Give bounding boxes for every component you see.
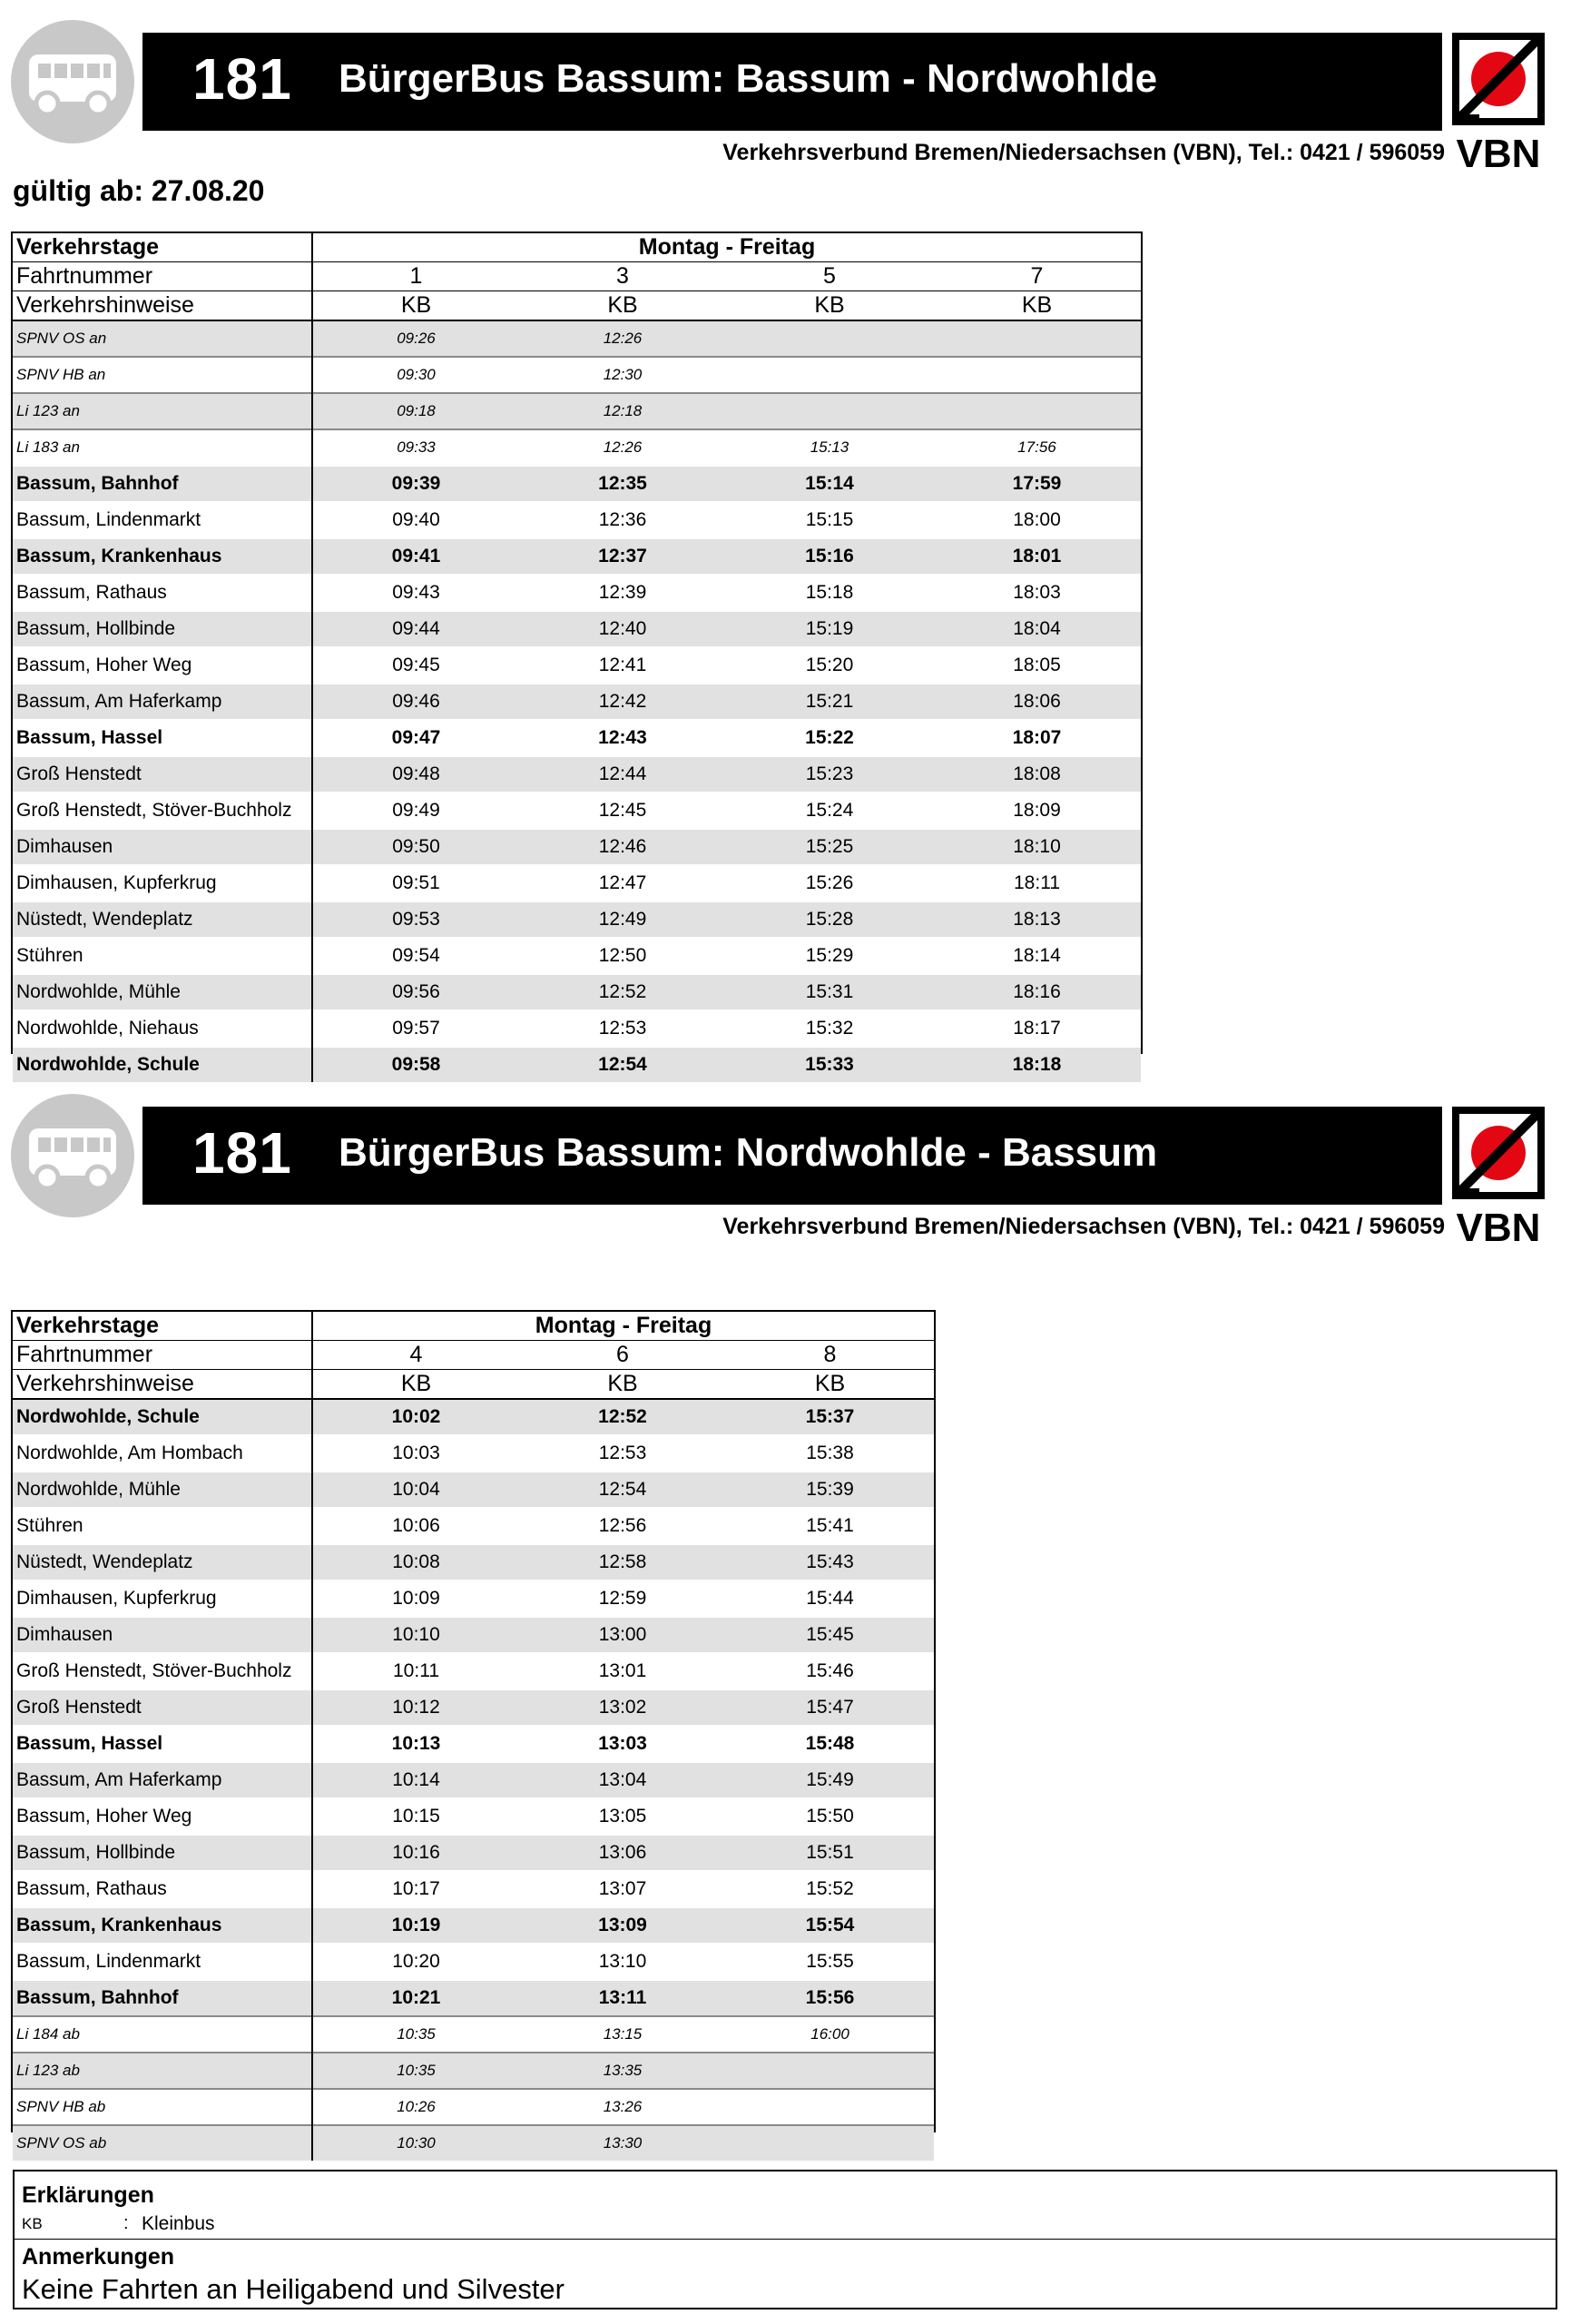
departure-time: 18:17: [933, 1010, 1141, 1047]
stop-name: Bassum, Hassel: [13, 720, 312, 756]
trip-number: 7: [933, 262, 1141, 291]
departure-time: 13:07: [519, 1871, 726, 1907]
departure-time: 18:04: [933, 611, 1141, 647]
trip-number: 4: [312, 1341, 519, 1370]
vbn-logo: [1452, 33, 1552, 178]
departure-time: 13:26: [519, 2089, 726, 2125]
departure-time: 18:14: [933, 938, 1141, 974]
departure-time: 13:05: [519, 1798, 726, 1835]
departure-time: 18:06: [933, 684, 1141, 720]
stop-name: Nordwohlde, Niehaus: [13, 1010, 312, 1047]
table-row: [13, 611, 1141, 647]
route-number: 181: [192, 46, 292, 112]
stop-name: Li 184 ab: [13, 2016, 312, 2053]
stop-name: Bassum, Krankenhaus: [13, 538, 312, 575]
departure-time: 15:28: [726, 901, 933, 938]
table-row: [13, 2089, 934, 2125]
departure-time: 10:26: [312, 2089, 519, 2125]
departure-time: [933, 393, 1141, 429]
departure-time: 13:06: [519, 1835, 726, 1871]
svg-text:VBN: VBN: [1456, 1206, 1541, 1250]
departure-time: 15:55: [726, 1944, 934, 1980]
departure-time: 10:03: [312, 1435, 519, 1472]
table-row: [13, 974, 1141, 1010]
trip-note: KB: [726, 1370, 934, 1400]
departure-time: [726, 393, 933, 429]
departure-time: 09:44: [312, 611, 519, 647]
departure-time: 09:58: [312, 1047, 519, 1082]
table-row: [13, 1010, 1141, 1047]
departure-time: 15:23: [726, 756, 933, 793]
table-row: [13, 1617, 934, 1653]
departure-time: 09:57: [312, 1010, 519, 1047]
departure-time: 12:37: [519, 538, 726, 575]
departure-time: 18:10: [933, 829, 1141, 865]
departure-time: 15:37: [726, 1399, 934, 1435]
header-row-notes: [13, 291, 1141, 321]
departure-time: 18:13: [933, 901, 1141, 938]
timetable-return: [13, 1312, 934, 2161]
stop-name: SPNV OS ab: [13, 2125, 312, 2161]
departure-time: 12:46: [519, 829, 726, 865]
departure-time: 10:09: [312, 1581, 519, 1617]
table-row: [13, 865, 1141, 901]
trip-number: 5: [726, 262, 933, 291]
legend-heading: Erklärungen: [22, 2182, 154, 2208]
departure-time: 12:53: [519, 1010, 726, 1047]
departure-time: 13:01: [519, 1653, 726, 1689]
departure-time: 09:48: [312, 756, 519, 793]
valid-from: gültig ab: 27.08.20: [13, 174, 265, 207]
header-row-days: [13, 1312, 934, 1341]
departure-time: 10:14: [312, 1762, 519, 1798]
departure-time: 15:50: [726, 1798, 934, 1835]
table-row: [13, 1508, 934, 1544]
departure-time: 13:15: [519, 2016, 726, 2053]
stop-name: Bassum, Am Haferkamp: [13, 1762, 312, 1798]
departure-time: 15:51: [726, 1835, 934, 1871]
label-notes: Verkehrshinweise: [13, 291, 312, 321]
departure-time: 15:38: [726, 1435, 934, 1472]
table-row: [13, 793, 1141, 829]
departure-time: 10:19: [312, 1907, 519, 1944]
table-row: [13, 2016, 934, 2053]
stop-name: Bassum, Lindenmarkt: [13, 502, 312, 538]
departure-time: 12:44: [519, 756, 726, 793]
departure-time: 09:18: [312, 393, 519, 429]
departure-time: 15:45: [726, 1617, 934, 1653]
departure-time: 09:33: [312, 429, 519, 466]
table-row: [13, 901, 1141, 938]
departure-time: 10:35: [312, 2053, 519, 2089]
departure-time: 15:19: [726, 611, 933, 647]
table-row: [13, 538, 1141, 575]
table-row: [13, 357, 1141, 393]
departure-time: 15:15: [726, 502, 933, 538]
departure-time: 12:26: [519, 320, 726, 357]
table-row: [13, 1544, 934, 1581]
departure-time: 15:22: [726, 720, 933, 756]
legend-divider: [15, 2239, 1556, 2240]
table-row: [13, 1047, 1141, 1082]
stop-name: Stühren: [13, 938, 312, 974]
departure-time: 12:56: [519, 1508, 726, 1544]
departure-time: 12:47: [519, 865, 726, 901]
departure-time: 15:47: [726, 1689, 934, 1726]
bus-icon: [11, 20, 134, 143]
stop-name: Dimhausen: [13, 1617, 312, 1653]
departure-time: 17:56: [933, 429, 1141, 466]
departure-time: 09:26: [312, 320, 519, 357]
table-row: [13, 1472, 934, 1508]
departure-time: [726, 2053, 934, 2089]
departure-time: 12:52: [519, 974, 726, 1010]
departure-time: 12:49: [519, 901, 726, 938]
departure-time: 10:21: [312, 1980, 519, 2016]
departure-time: 15:41: [726, 1508, 934, 1544]
departure-time: 10:02: [312, 1399, 519, 1435]
operator-info: Verkehrsverbund Bremen/Niedersachsen (VBN), Tel.: 0421 / 596059: [722, 140, 1445, 165]
table-row: [13, 938, 1141, 974]
table-row: [13, 393, 1141, 429]
departure-time: [726, 357, 933, 393]
stop-name: Bassum, Lindenmarkt: [13, 1944, 312, 1980]
stop-name: Nordwohlde, Mühle: [13, 974, 312, 1010]
trip-number: 1: [312, 262, 519, 291]
departure-time: [726, 2125, 934, 2161]
stop-name: Bassum, Hollbinde: [13, 611, 312, 647]
header-row-trips: [13, 262, 1141, 291]
stop-name: Bassum, Hoher Weg: [13, 1798, 312, 1835]
departure-time: 13:30: [519, 2125, 726, 2161]
departure-time: 13:02: [519, 1689, 726, 1726]
departure-time: 12:35: [519, 466, 726, 502]
stop-name: Bassum, Hollbinde: [13, 1835, 312, 1871]
departure-time: 15:46: [726, 1653, 934, 1689]
departure-time: 09:50: [312, 829, 519, 865]
route-number: 181: [192, 1120, 292, 1186]
label-days: Verkehrstage: [13, 1312, 312, 1341]
label-trip-number: Fahrtnummer: [13, 262, 312, 291]
departure-time: 12:42: [519, 684, 726, 720]
departure-time: 09:53: [312, 901, 519, 938]
departure-time: 18:08: [933, 756, 1141, 793]
stop-name: Nüstedt, Wendeplatz: [13, 901, 312, 938]
stop-name: Groß Henstedt, Stöver-Buchholz: [13, 793, 312, 829]
title-bar: [142, 1107, 1442, 1205]
stop-name: Bassum, Bahnhof: [13, 1980, 312, 2016]
departure-time: 09:51: [312, 865, 519, 901]
stop-name: Bassum, Krankenhaus: [13, 1907, 312, 1944]
departure-time: 15:13: [726, 429, 933, 466]
route-title: BürgerBus Bassum: Bassum - Nordwohlde: [339, 56, 1158, 101]
departure-time: [726, 320, 933, 357]
stop-name: Stühren: [13, 1508, 312, 1544]
departure-time: 12:54: [519, 1047, 726, 1082]
notes-heading: Anmerkungen: [22, 2244, 175, 2270]
departure-time: 13:35: [519, 2053, 726, 2089]
departure-time: 12:18: [519, 393, 726, 429]
departure-time: 13:03: [519, 1726, 726, 1762]
stop-name: Groß Henstedt: [13, 756, 312, 793]
trip-number: 8: [726, 1341, 934, 1370]
stop-name: Li 183 an: [13, 429, 312, 466]
stop-name: SPNV HB an: [13, 357, 312, 393]
departure-time: 10:08: [312, 1544, 519, 1581]
departure-time: 18:00: [933, 502, 1141, 538]
table-row: [13, 829, 1141, 865]
label-trip-number: Fahrtnummer: [13, 1341, 312, 1370]
stop-name: Nordwohlde, Am Hombach: [13, 1435, 312, 1472]
departure-time: [726, 2089, 934, 2125]
departure-time: 18:01: [933, 538, 1141, 575]
departure-time: 12:36: [519, 502, 726, 538]
departure-time: 15:24: [726, 793, 933, 829]
departure-time: 09:39: [312, 466, 519, 502]
stop-name: Dimhausen, Kupferkrug: [13, 1581, 312, 1617]
trip-number: 6: [519, 1341, 726, 1370]
departure-time: 10:20: [312, 1944, 519, 1980]
departure-time: 12:39: [519, 575, 726, 611]
table-row: [13, 1581, 934, 1617]
table-row: [13, 1907, 934, 1944]
stop-name: SPNV OS an: [13, 320, 312, 357]
departure-time: 10:10: [312, 1617, 519, 1653]
departure-time: 15:26: [726, 865, 933, 901]
departure-time: 18:16: [933, 974, 1141, 1010]
departure-time: 15:43: [726, 1544, 934, 1581]
stop-name: Nüstedt, Wendeplatz: [13, 1544, 312, 1581]
header-row-days: [13, 233, 1141, 262]
title-bar: [142, 33, 1442, 131]
table-row: [13, 1762, 934, 1798]
stop-name: Nordwohlde, Schule: [13, 1047, 312, 1082]
table-row: [13, 1653, 934, 1689]
departure-time: 09:41: [312, 538, 519, 575]
departure-time: 12:30: [519, 357, 726, 393]
legend-definition: Kleinbus: [142, 2213, 215, 2234]
departure-time: 12:26: [519, 429, 726, 466]
departure-time: 10:04: [312, 1472, 519, 1508]
departure-time: 15:31: [726, 974, 933, 1010]
label-notes: Verkehrshinweise: [13, 1370, 312, 1400]
departure-time: 13:10: [519, 1944, 726, 1980]
table-row: [13, 720, 1141, 756]
days-value: Montag - Freitag: [312, 1312, 934, 1341]
trip-number: 3: [519, 262, 726, 291]
notes-text: Keine Fahrten an Heiligabend und Silvester: [22, 2273, 565, 2305]
table-row: [13, 320, 1141, 357]
table-row: [13, 466, 1141, 502]
departure-time: 09:49: [312, 793, 519, 829]
table-row: [13, 1726, 934, 1762]
route-title: BürgerBus Bassum: Nordwohlde - Bassum: [339, 1130, 1158, 1175]
departure-time: 13:11: [519, 1980, 726, 2016]
departure-time: 15:29: [726, 938, 933, 974]
trip-note: KB: [726, 291, 933, 321]
departure-time: 18:07: [933, 720, 1141, 756]
departure-time: 12:58: [519, 1544, 726, 1581]
departure-time: 09:46: [312, 684, 519, 720]
stop-name: Bassum, Hoher Weg: [13, 647, 312, 684]
departure-time: 15:14: [726, 466, 933, 502]
stop-name: Bassum, Rathaus: [13, 575, 312, 611]
stop-name: Dimhausen, Kupferkrug: [13, 865, 312, 901]
trip-note: KB: [519, 1370, 726, 1400]
departure-time: 18:09: [933, 793, 1141, 829]
label-days: Verkehrstage: [13, 233, 312, 262]
departure-time: 15:20: [726, 647, 933, 684]
departure-time: 09:56: [312, 974, 519, 1010]
departure-time: 10:11: [312, 1653, 519, 1689]
departure-time: 18:05: [933, 647, 1141, 684]
departure-time: 09:47: [312, 720, 519, 756]
departure-time: [933, 320, 1141, 357]
departure-time: 15:18: [726, 575, 933, 611]
departure-time: 15:16: [726, 538, 933, 575]
departure-time: 13:09: [519, 1907, 726, 1944]
departure-time: 09:40: [312, 502, 519, 538]
departure-time: 12:50: [519, 938, 726, 974]
table-row: [13, 1689, 934, 1726]
departure-time: 15:52: [726, 1871, 934, 1907]
trip-note: KB: [312, 291, 519, 321]
departure-time: 09:45: [312, 647, 519, 684]
stop-name: Bassum, Bahnhof: [13, 466, 312, 502]
legend-box: [13, 2170, 1557, 2309]
departure-time: 15:32: [726, 1010, 933, 1047]
table-row: [13, 647, 1141, 684]
legend-separator: :: [123, 2213, 129, 2233]
table-row: [13, 684, 1141, 720]
departure-time: 15:25: [726, 829, 933, 865]
departure-time: 12:45: [519, 793, 726, 829]
table-row: [13, 1980, 934, 2016]
departure-time: 12:41: [519, 647, 726, 684]
header-row-notes: [13, 1370, 934, 1400]
departure-time: 09:43: [312, 575, 519, 611]
stop-name: Bassum, Hassel: [13, 1726, 312, 1762]
days-value: Montag - Freitag: [312, 233, 1141, 262]
bus-icon: [11, 1094, 134, 1217]
departure-time: 17:59: [933, 466, 1141, 502]
table-row: [13, 1435, 934, 1472]
departure-time: 10:13: [312, 1726, 519, 1762]
operator-info: Verkehrsverbund Bremen/Niedersachsen (VBN), Tel.: 0421 / 596059: [722, 1214, 1445, 1239]
departure-time: 12:43: [519, 720, 726, 756]
stop-name: Groß Henstedt: [13, 1689, 312, 1726]
trip-note: KB: [933, 291, 1141, 321]
table-row: [13, 502, 1141, 538]
header-row-trips: [13, 1341, 934, 1370]
table-row: [13, 1944, 934, 1980]
table-row: [13, 1399, 934, 1435]
table-row: [13, 1798, 934, 1835]
stop-name: Groß Henstedt, Stöver-Buchholz: [13, 1653, 312, 1689]
departure-time: 09:30: [312, 357, 519, 393]
departure-time: 16:00: [726, 2016, 934, 2053]
table-row: [13, 429, 1141, 466]
stop-name: Bassum, Am Haferkamp: [13, 684, 312, 720]
svg-text:VBN: VBN: [1456, 132, 1541, 176]
departure-time: 15:39: [726, 1472, 934, 1508]
table-row: [13, 2053, 934, 2089]
departure-time: 15:49: [726, 1762, 934, 1798]
stop-name: Dimhausen: [13, 829, 312, 865]
trip-note: KB: [312, 1370, 519, 1400]
departure-time: 12:59: [519, 1581, 726, 1617]
departure-time: [933, 357, 1141, 393]
trip-note: KB: [519, 291, 726, 321]
stop-name: Nordwohlde, Mühle: [13, 1472, 312, 1508]
departure-time: 13:00: [519, 1617, 726, 1653]
departure-time: 12:54: [519, 1472, 726, 1508]
departure-time: 18:11: [933, 865, 1141, 901]
departure-time: 12:53: [519, 1435, 726, 1472]
departure-time: 10:06: [312, 1508, 519, 1544]
stop-name: SPNV HB ab: [13, 2089, 312, 2125]
departure-time: 10:17: [312, 1871, 519, 1907]
departure-time: 18:18: [933, 1047, 1141, 1082]
departure-time: 12:52: [519, 1399, 726, 1435]
departure-time: 10:15: [312, 1798, 519, 1835]
stop-name: Bassum, Rathaus: [13, 1871, 312, 1907]
departure-time: 10:16: [312, 1835, 519, 1871]
stop-name: Li 123 an: [13, 393, 312, 429]
table-row: [13, 575, 1141, 611]
departure-time: 10:35: [312, 2016, 519, 2053]
departure-time: 10:12: [312, 1689, 519, 1726]
departure-time: 15:33: [726, 1047, 933, 1082]
stop-name: Li 123 ab: [13, 2053, 312, 2089]
departure-time: 10:30: [312, 2125, 519, 2161]
departure-time: 15:44: [726, 1581, 934, 1617]
legend-abbreviation: KB: [22, 2215, 43, 2232]
departure-time: 13:04: [519, 1762, 726, 1798]
route-header-return: [0, 1094, 1571, 1275]
departure-time: 09:54: [312, 938, 519, 974]
departure-time: 15:54: [726, 1907, 934, 1944]
table-row: [13, 1835, 934, 1871]
stop-name: Nordwohlde, Schule: [13, 1399, 312, 1435]
departure-time: 15:48: [726, 1726, 934, 1762]
table-row: [13, 756, 1141, 793]
departure-time: 18:03: [933, 575, 1141, 611]
table-row: [13, 2125, 934, 2161]
departure-time: 12:40: [519, 611, 726, 647]
departure-time: 15:56: [726, 1980, 934, 2016]
timetable-outbound: [13, 233, 1141, 1082]
departure-time: 15:21: [726, 684, 933, 720]
table-row: [13, 1871, 934, 1907]
vbn-logo: [1452, 1107, 1552, 1252]
